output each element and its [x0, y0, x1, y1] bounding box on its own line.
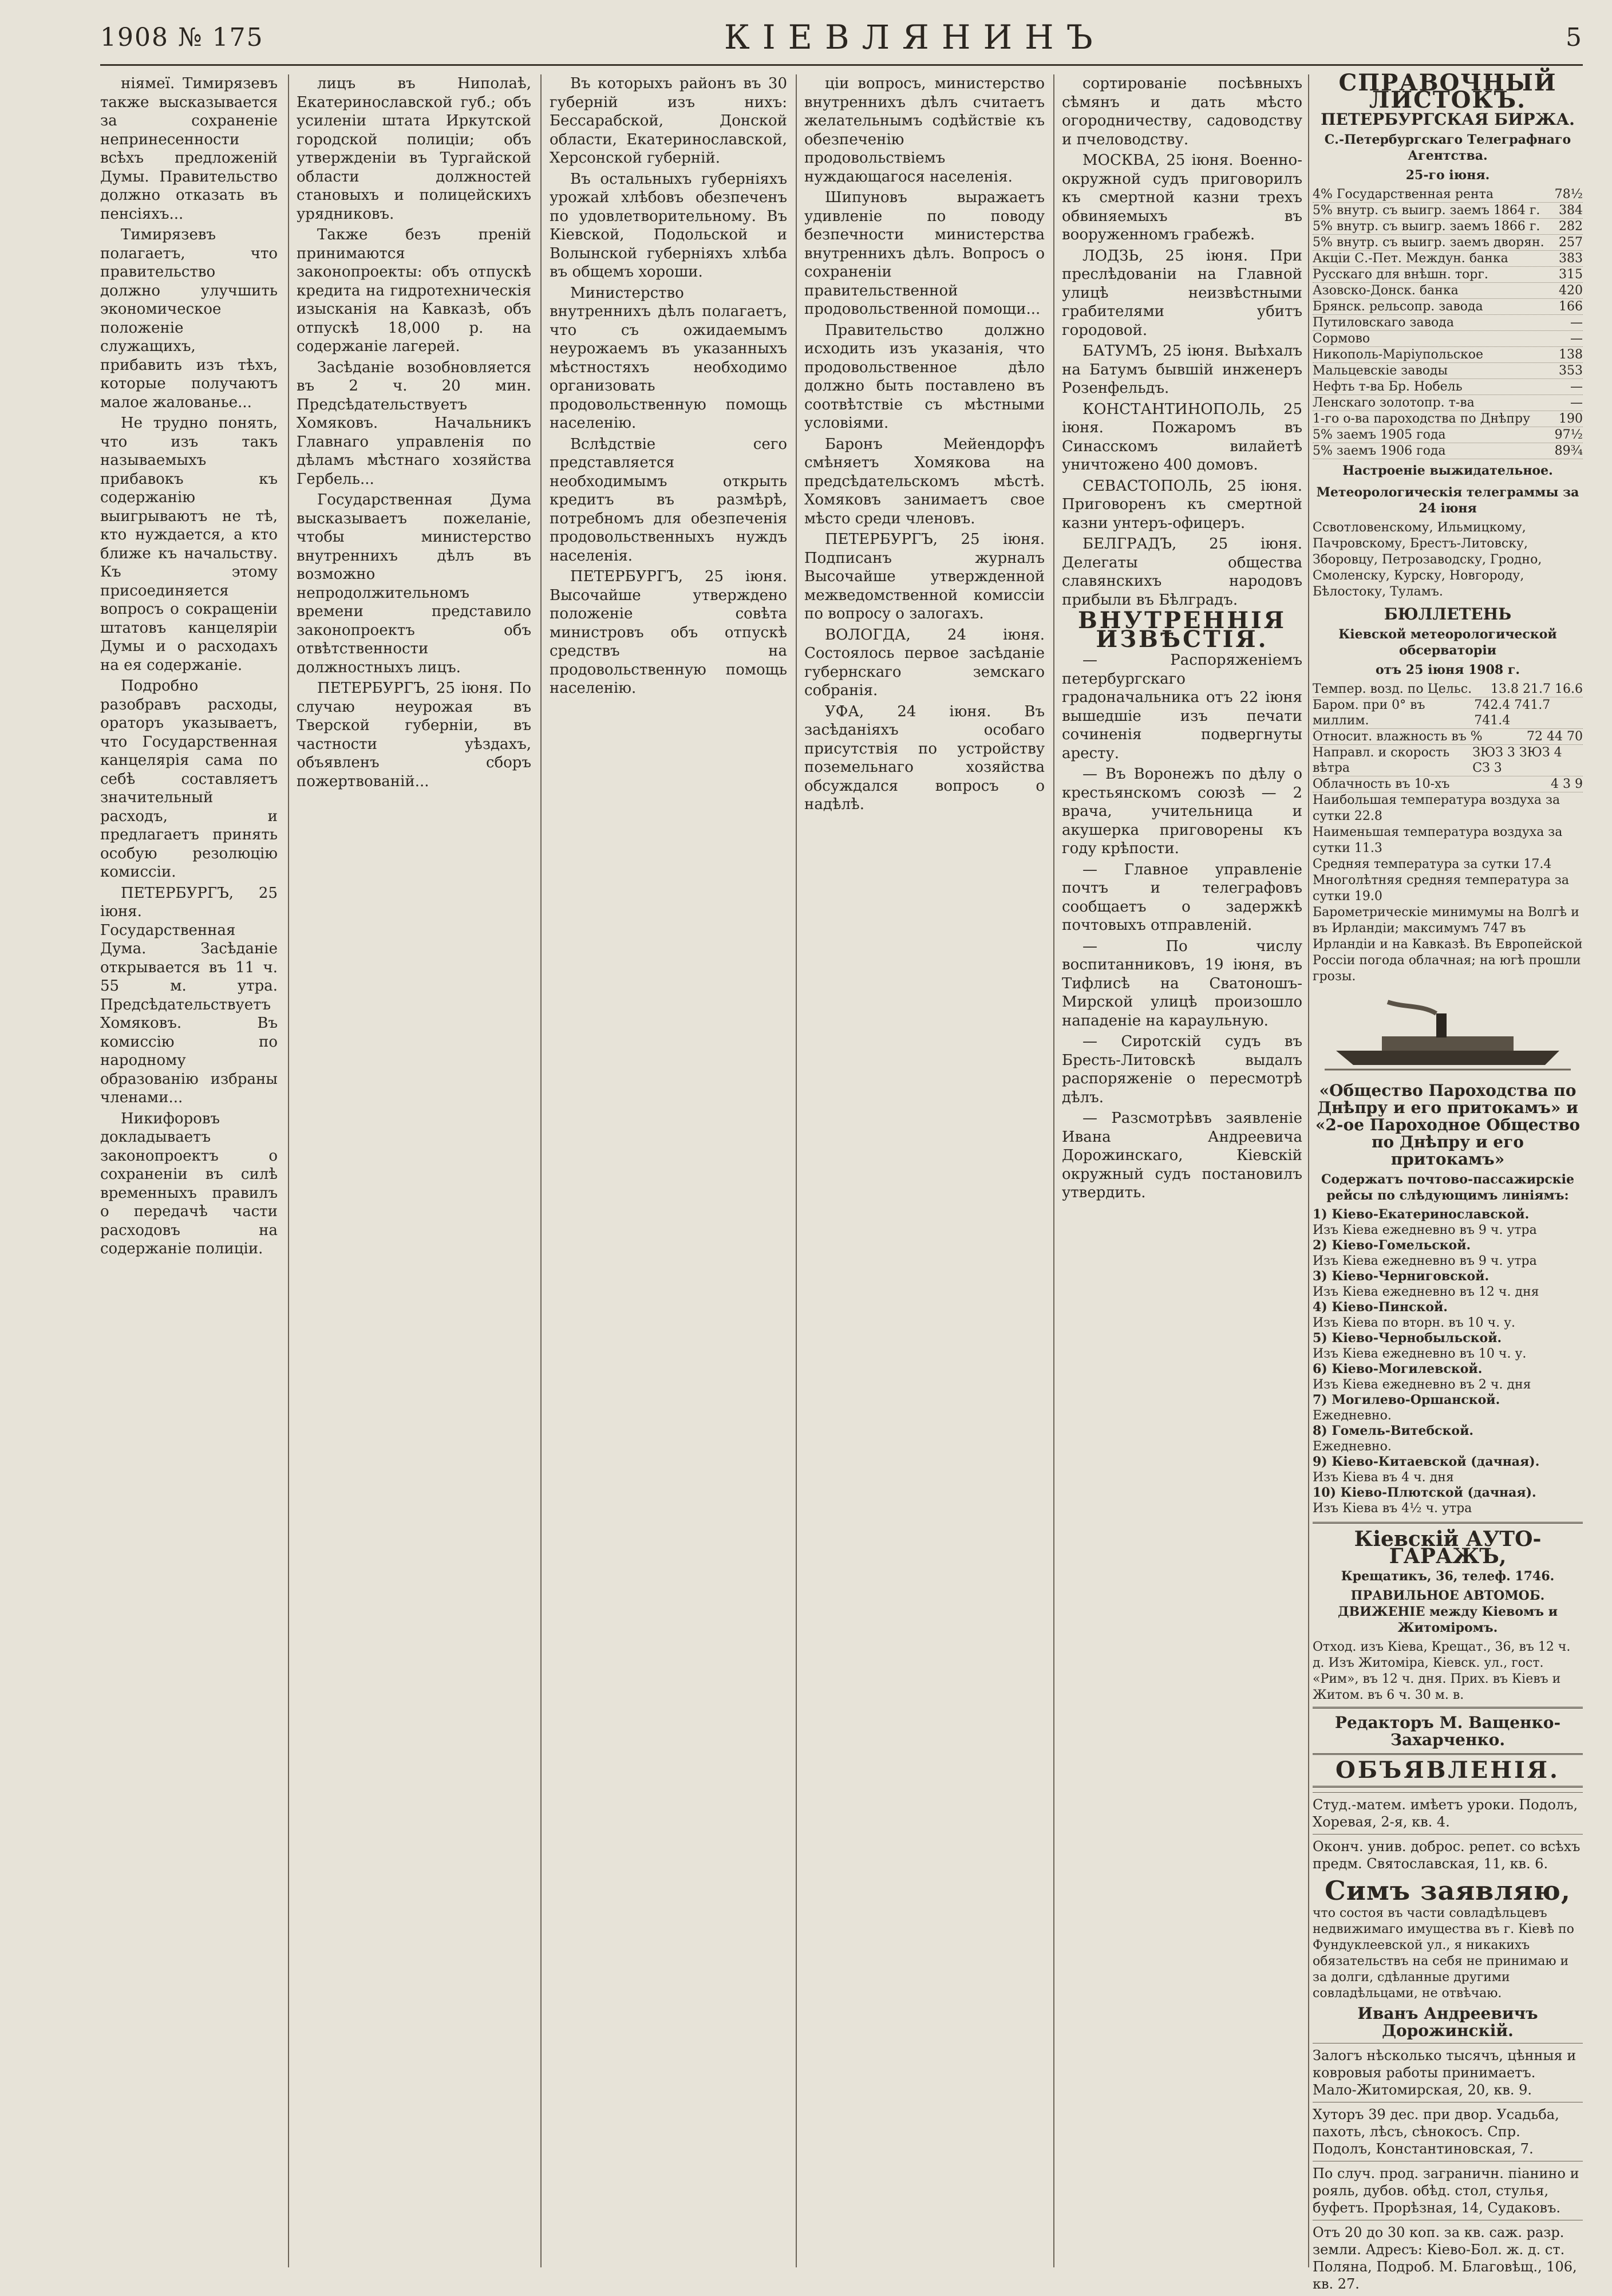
weather-note: Средняя температура за сутки 17.4 — [1313, 857, 1552, 871]
issue-number: 1908 № 175 — [100, 22, 264, 52]
route-times: Ежедневно. — [1313, 1409, 1392, 1423]
rate-row — [1313, 411, 1583, 427]
paragraph: лицъ въ Ниполаѣ, Екатеринославской губ.; объ усиленіи штата Иркутской городской полиціи; объ утвержденіи въ Тургайской области должностей становыхъ и полицейскихъ урядниковъ. — [297, 75, 531, 223]
paragraph: Засѣданіе возобновляется въ 2 ч. 20 мин. Предсѣдательствуетъ Хомяковъ. Начальникъ Главнаго управленія по дѣламъ мѣстнаго хозяйства Гербель... — [297, 358, 531, 488]
rate-value: 78½ — [1554, 187, 1583, 202]
editor-line: Редакторъ М. Ващенко-Захарченко. — [1334, 1713, 1561, 1749]
ad-item: Залогъ нѣсколько тысячъ, цѣнныя и ковровыя работы принимаетъ. Мало-Житомирская, 20, кв. 9. — [1313, 2043, 1583, 2102]
rate-name: 5% заемъ 1906 года — [1313, 444, 1446, 458]
route-times: Изъ Кіева ежедневно въ 2 ч. дня — [1313, 1378, 1531, 1392]
rate-row — [1313, 315, 1583, 331]
route-times: Изъ Кіева ежедневно въ 9 ч. утра — [1313, 1223, 1537, 1237]
announcement-text: что состоя въ части совладѣльцевъ недвижимаго имущества въ г. Кіевѣ по Фундуклеевской ул., я никакихъ обязательствъ на себя не принимаю и за долги, сдѣланные другими совладѣльцами, не отвѣчаю. — [1313, 1906, 1574, 2001]
observatory: Кіевской метеорологической обсерваторіи — [1338, 627, 1557, 658]
paragraph: — Сиротскій судъ въ Бресть-Литовскѣ выдалъ распоряженіе о пересмотрѣ дѣлъ. — [1062, 1033, 1302, 1106]
rate-value: 353 — [1559, 364, 1583, 378]
paragraph: Въ остальныхъ губерніяхъ урожай хлѣбовъ обезпеченъ по удовлетворительному. Въ Кіевской, Подольской и Волынской губерніяхъ хлѣба въ общемъ хороши. — [550, 170, 787, 281]
route-name: 7) Могилево-Оршанской. — [1313, 1392, 1500, 1407]
shipping-title: «Общество Пароходства по Днѣпру и его притокамъ» и «2-ое Пароходное Общество по Днѣпру и его притокамъ» — [1315, 1081, 1581, 1169]
paragraph: Вслѣдствіе сего представляется необходимымъ открыть кредитъ въ размѣрѣ, потребномъ для обезпеченія продовольственныхъ нуждъ населенія. — [550, 435, 787, 565]
rate-value: 420 — [1559, 283, 1583, 298]
column-divider — [1053, 74, 1054, 2267]
weather-values: ЗЮЗ 3 ЗЮЗ 4 СЗ 3 — [1472, 745, 1562, 775]
rate-name: Азовско-Донск. банка — [1313, 283, 1459, 298]
rate-name: Ленскаго золотопр. т-ва — [1313, 396, 1475, 410]
announcement-signature: Иванъ Андреевичъ Дорожинскій. — [1357, 2004, 1538, 2040]
rates-list — [1313, 187, 1583, 459]
paragraph: ЛОДЗЬ, 25 іюня. При преслѣдованіи на Главной улицѣ неизвѣстными грабителями убитъ городовой. — [1062, 247, 1302, 339]
rate-value: 282 — [1559, 219, 1583, 234]
bulletin-title: БЮЛЛЕТЕНЬ — [1384, 605, 1512, 624]
rate-row — [1313, 203, 1583, 219]
paragraph: СЕВАСТОПОЛЬ, 25 іюня. Приговоренъ къ смертной казни унтеръ-офицеръ. — [1062, 477, 1302, 532]
weather-note: Наибольшая температура воздуха за сутки 22.8 — [1313, 793, 1560, 823]
rate-row — [1313, 443, 1583, 459]
ad-item: Отъ 20 до 30 коп. за кв. саж. разр. земли. Адресъ: Кіево-Бол. ж. д. ст. Поляна, Подроб. М. Благовѣщ., 106, кв. 27. — [1313, 2220, 1583, 2296]
rate-value: 138 — [1559, 348, 1583, 362]
route-times: Ежедневно. — [1313, 1439, 1392, 1454]
weather-values: 742.4 741.7 741.4 — [1474, 698, 1551, 728]
shipping-sub: Содержатъ почтово-пассажирскіе рейсы по слѣдующимъ линіямъ: — [1321, 1172, 1575, 1203]
paragraph: — Главное управленіе почтъ и телеграфовъ сообщаетъ о задержкѣ почтовыхъ отправленій. — [1062, 861, 1302, 934]
rate-name: Путиловскаго завода — [1313, 315, 1454, 330]
paragraph: ПЕТЕРБУРГЪ, 25 іюня. Высочайше утверждено положеніе совѣта министровъ объ отпускѣ средствъ на продовольственную помощь населенію. — [550, 568, 787, 697]
weather-row — [1313, 697, 1583, 729]
rate-value: 315 — [1559, 267, 1583, 282]
rate-row — [1313, 251, 1583, 267]
routes-list — [1313, 1207, 1583, 1516]
route-times: Изъ Кіева въ 4 ч. дня — [1313, 1470, 1454, 1485]
rate-name: 4% Государственная рента — [1313, 187, 1494, 202]
route-name: 8) Гомель-Витебской. — [1313, 1423, 1474, 1438]
paragraph: УФА, 24 іюня. Въ засѣданіяхъ особаго присутствія по устройству поземельнаго хозяйства обсуждался вопросъ о надѣлѣ. — [804, 703, 1045, 813]
paragraph: — Разсмотрѣвъ заявленіе Ивана Андреевича Дорожинскаго, Кіевскій окружный судъ постановилъ утвердить. — [1062, 1110, 1302, 1201]
masthead-rule — [100, 64, 1583, 66]
rate-row — [1313, 347, 1583, 363]
weather-label: Направл. и скорость вѣтра — [1313, 745, 1450, 775]
weather-row — [1313, 681, 1583, 697]
route-name: 3) Кіево-Черниговской. — [1313, 1269, 1489, 1284]
route-name: 6) Кіево-Могилевской. — [1313, 1362, 1483, 1376]
paragraph: ПЕТЕРБУРГЪ, 25 іюня. Подписанъ журналъ Высочайше утвержденной межведомственной комиссіи по вопросу о залогахъ. — [804, 531, 1045, 622]
weather-row — [1313, 776, 1583, 792]
weather-row — [1313, 745, 1583, 776]
rate-name: Русскаго для внѣшн. торг. — [1313, 267, 1488, 282]
route-name: 9) Кіево-Китаевской (дачная). — [1313, 1454, 1540, 1469]
exchange-note: Настроеніе выжидательное. — [1342, 463, 1553, 478]
weather-table — [1313, 681, 1583, 792]
garage-line: ПРАВИЛЬНОЕ АВТОМОБ. ДВИЖЕНІЕ между Кіевомъ и Житоміромъ. — [1337, 1588, 1558, 1635]
masthead — [100, 11, 1583, 63]
paragraph: Государственная Дума высказываетъ пожеланіе, чтобы министерство внутреннихъ дѣлъ въ возможно непродолжительномъ времени представило законопроектъ объ отвѣтственности должностныхъ лицъ. — [297, 491, 531, 676]
rate-row — [1313, 267, 1583, 283]
rate-name: Нефть т-ва Бр. Нобель — [1313, 380, 1463, 394]
rate-value: — — [1570, 332, 1583, 346]
forecast: Барометрическіе минимумы на Волгѣ и въ Ирландіи; максимумъ 747 въ Ирландіи и на Кавказѣ. Въ Европейской Россіи погода облачная; на югѣ прошли грозы. — [1313, 905, 1583, 984]
column-1 — [100, 74, 278, 2262]
rate-name: 5% заемъ 1905 года — [1313, 428, 1446, 442]
route-name: 10) Кіево-Плютской (дачная). — [1313, 1485, 1536, 1500]
weather-values: 13.8 21.7 16.6 — [1491, 682, 1583, 696]
route-item — [1313, 1392, 1583, 1423]
rate-value: 190 — [1559, 412, 1583, 426]
exchange-block — [1313, 69, 1583, 479]
route-times: Изъ Кіева по вторн. въ 10 ч. у. — [1313, 1316, 1516, 1330]
paragraph: — Распоряженіемъ петербургскаго градоначальника отъ 22 іюня вышедшіе изъ печати сочиненія подвергнуты аресту. — [1062, 652, 1302, 762]
paragraph: КОНСТАНТИНОПОЛЬ, 25 іюня. Пожаромъ въ Синасскомъ вилайетѣ уничтожено 400 домовъ. — [1062, 400, 1302, 474]
column-divider — [288, 74, 289, 2267]
paragraph: Министерство внутреннихъ дѣлъ полагаетъ, что съ ожидаемымъ неурожаемъ въ указанныхъ мѣстностяхъ необходимо организовать продовольственную помощь населенію. — [550, 284, 787, 432]
rate-value: 89¾ — [1554, 444, 1583, 458]
route-times: Изъ Кіева въ 4½ ч. утра — [1313, 1501, 1472, 1516]
rate-row — [1313, 219, 1583, 235]
column-2 — [297, 74, 531, 2262]
garage-times: Отход. изъ Кіева, Крещат., 36, въ 12 ч. д. Изъ Житоміра, Кіевск. ул., гост. «Рим», въ 12 ч. дня. Прих. въ Кіевъ и Житом. въ 6 ч. 30 м. в. — [1313, 1640, 1571, 1702]
rate-value: 384 — [1559, 203, 1583, 218]
paragraph: — Въ Воронежъ по дѣлу о крестьянскомъ союзѣ — 2 врача, учительница и акушерка приговорены къ году крѣпости. — [1062, 766, 1302, 857]
weather-label: Темпер. возд. по Цельс. — [1313, 682, 1472, 696]
rate-row — [1313, 363, 1583, 379]
weather-note: Наименьшая температура воздуха за сутки 11.3 — [1313, 825, 1563, 855]
ad-item: Хуторъ 39 дес. при двор. Усадьба, пахоть, лѣсъ, сѣнокосъ. Спр. Подолъ, Константиновская, 7. — [1313, 2102, 1583, 2161]
rate-row — [1313, 427, 1583, 443]
garage-address: Крещатикъ, 36, телеф. 1746. — [1341, 1569, 1555, 1584]
paragraph: Подробно разобравъ расходы, ораторъ указываетъ, что Государственная канцелярія сама по себѣ составляетъ значительный расходъ, и предлагаетъ принять особую резолюцію комиссіи. — [100, 677, 278, 881]
ad-item: Оконч. унив. доброс. репет. со всѣхъ предм. Святославская, 11, кв. 6. — [1313, 1834, 1583, 1876]
paragraph: Правительство должно исходить изъ указанія, что продовольственное дѣло должно быть поставлено въ соотвѣтствіе съ мѣстными условіями. — [804, 321, 1045, 432]
route-name: 5) Кіево-Чернобыльской. — [1313, 1331, 1502, 1346]
column-4 — [804, 74, 1045, 2262]
exchange-date: 25-го іюня. — [1405, 168, 1490, 183]
rate-row — [1313, 395, 1583, 411]
rate-name: Акціи С.-Пет. Междун. банка — [1313, 251, 1508, 266]
route-item — [1313, 1362, 1583, 1392]
column-divider — [796, 74, 797, 2267]
paragraph: Баронъ Мейендорфъ смѣняетъ Хомякова на предсѣдательскомъ мѣстѣ. Хомяковъ занимаетъ свое мѣсто среди членовъ. — [804, 435, 1045, 527]
rate-row — [1313, 331, 1583, 347]
paragraph: ціи вопросъ, министерство внутреннихъ дѣлъ считаетъ желательнымъ содѣйствіе къ обезпеченію продовольствіемъ нуждающагося населенія. — [804, 75, 1045, 186]
weather-row — [1313, 729, 1583, 745]
weather-title: Метеорологическія телеграммы за 24 іюня — [1316, 485, 1579, 516]
sidebar-title: СПРАВОЧНЫЙ ЛИСТОКЪ. — [1338, 69, 1557, 113]
route-item — [1313, 1238, 1583, 1269]
rate-row — [1313, 299, 1583, 315]
route-item — [1313, 1207, 1583, 1238]
paragraph: сортированіе посѣвныхъ сѣмянъ и дать мѣсто огородничеству, садоводству и пчеловодству. — [1062, 75, 1302, 148]
rate-value: — — [1570, 380, 1583, 394]
bulletin-block — [1313, 606, 1583, 985]
route-item — [1313, 1300, 1583, 1331]
steamship-icon — [1313, 991, 1583, 1076]
column-5 — [1062, 74, 1302, 2262]
ad-item: По случ. прод. заграничн. піанино и рояль, дубов. обѣд. стол, стулья, буфетъ. Прорѣзная, 14, Судаковъ. — [1313, 2161, 1583, 2220]
announcement-title: Симъ заявляю, — [1325, 1875, 1571, 1906]
newspaper-title: КІЕВЛЯНИНЪ — [724, 18, 1105, 57]
section-heading: ВНУТРЕННІЯ ИЗВѢСТІЯ. — [1078, 607, 1286, 653]
rate-name: Сормово — [1313, 332, 1370, 346]
route-item — [1313, 1331, 1583, 1362]
reference-sidebar — [1313, 69, 1583, 2292]
paragraph: Тимирязевъ полагаетъ, что правительство должно улучшить экономическое положеніе служащихъ, прибавить изъ тѣхъ, которые получаютъ малое жалованье... — [100, 226, 278, 411]
weather-label: Облачность въ 10-хъ — [1313, 777, 1450, 791]
route-item — [1313, 1269, 1583, 1300]
paragraph: БАТУМЪ, 25 іюня. Выѣхалъ на Батумъ бывшій инженеръ Розенфельдъ. — [1062, 342, 1302, 397]
rate-row — [1313, 379, 1583, 395]
rate-value: 97½ — [1554, 428, 1583, 442]
paragraph: Не трудно понять, что изъ такъ называемыхъ прибавокъ къ содержанію выигрываютъ не тѣ, кто нуждается, а кто ближе къ начальству. Къ этому присоединяется вопросъ о сокращеніи штатовъ канцеляріи Думы и о расходахъ на ея содержаніе. — [100, 415, 278, 674]
rate-row — [1313, 283, 1583, 299]
paragraph: ніямеї. Тимирязевъ также высказывается за сохраненіе непринесенности всѣхъ предложеній Думы. Правительство должно отказать въ пенсіяхъ... — [100, 75, 278, 223]
rate-value: — — [1570, 396, 1583, 410]
rate-value: 257 — [1559, 235, 1583, 250]
rate-name: 5% внутр. съ выигр. заемъ 1864 г. — [1313, 203, 1540, 218]
weather-values: 4 3 9 — [1551, 777, 1583, 791]
paragraph: МОСКВА, 25 іюня. Военно-окружной судъ приговорилъ къ смертной казни трехъ обвиняемыхъ въ вооруженномъ грабежѣ. — [1062, 152, 1302, 243]
route-times: Изъ Кіева ежедневно въ 12 ч. дня — [1313, 1285, 1539, 1299]
column-divider — [1308, 74, 1309, 2267]
rate-name: 5% внутр. съ выигр. заемъ дворян. — [1313, 235, 1544, 250]
route-name: 4) Кіево-Пинской. — [1313, 1300, 1448, 1315]
steamship-illustration — [1313, 991, 1583, 1076]
route-item — [1313, 1454, 1583, 1485]
weather-label: Баром. при 0° въ миллим. — [1313, 698, 1425, 728]
column-divider — [540, 74, 542, 2267]
rate-value: — — [1570, 315, 1583, 330]
rate-name: Мальцевскіе заводы — [1313, 364, 1448, 378]
page-number: 5 — [1566, 22, 1583, 52]
route-name: 1) Кіево-Екатеринославской. — [1313, 1207, 1530, 1222]
route-item — [1313, 1485, 1583, 1516]
paragraph: Шипуновъ выражаетъ удивленіе по поводу безпечности министерства внутреннихъ дѣлъ. Вопросъ о сохраненіи правительственной продовольственной помощи... — [804, 189, 1045, 318]
weather-notes — [1313, 792, 1583, 905]
route-name: 2) Кіево-Гомельской. — [1313, 1238, 1471, 1253]
exchange-source: С.-Петербургскаго Телеграфнаго Агентства. — [1324, 132, 1571, 163]
rate-row — [1313, 187, 1583, 203]
rate-value: 166 — [1559, 299, 1583, 314]
weather-note: Многолѣтняя средняя температура за сутки 19.0 — [1313, 873, 1570, 904]
rate-name: 1-го о-ва пароходства по Днѣпру — [1313, 412, 1531, 426]
ads-block — [1313, 1753, 1583, 2296]
observatory-date: отъ 25 іюня 1908 г. — [1375, 662, 1520, 677]
rate-name: Никополь-Маріупольское — [1313, 348, 1484, 362]
ad-item: Студ.-матем. имѣетъ уроки. Подолъ, Хоревая, 2-я, кв. 4. — [1313, 1792, 1583, 1834]
exchange-title: ПЕТЕРБУРГСКАЯ БИРЖА. — [1321, 110, 1575, 129]
paragraph: — По числу воспитанниковъ, 19 іюня, въ Тифлисѣ на Сватоношъ-Мирской улицѣ произошло нападеніе на караульную. — [1062, 937, 1302, 1029]
weather-telegrams — [1313, 484, 1583, 600]
garage-title: Кіевскій АУТО-ГАРАЖЪ, — [1354, 1527, 1542, 1568]
rate-value: 383 — [1559, 251, 1583, 266]
weather-text: Ссвотловенскому, Ильмицкому, Пачровскому, Брестъ-Литовску, Зборовцу, Петрозаводску, Гродно, Смоленску, Курску, Новгороду, Бѣлостоку, Туламъ. — [1313, 520, 1542, 599]
paragraph: Никифоровъ докладываетъ законопроектъ о сохраненіи въ силѣ временныхъ правилъ о передачѣ части расходовъ на содержаніе полиціи. — [100, 1110, 278, 1257]
garage-ad — [1313, 1522, 1583, 1709]
route-item — [1313, 1423, 1583, 1454]
rate-name: Брянск. рельсопр. завода — [1313, 299, 1483, 314]
route-times: Изъ Кіева ежедневно въ 10 ч. у. — [1313, 1347, 1527, 1361]
column-3 — [550, 74, 787, 2262]
shipping-block — [1313, 1082, 1583, 1516]
route-times: Изъ Кіева ежедневно въ 9 ч. утра — [1313, 1254, 1537, 1268]
paragraph: ВОЛОГДА, 24 іюня. Состоялось первое засѣданіе губернскаго земскаго собранія. — [804, 626, 1045, 699]
weather-values: 72 44 70 — [1527, 729, 1583, 744]
paragraph: Также безъ преній принимаются законопроекты: объ отпускѣ кредита на гидротехническія изысканія на Кавказѣ, объ отпускѣ 18,000 р. на содержаніе лагерей. — [297, 226, 531, 355]
paragraph: Въ которыхъ районъ въ 30 губерній изъ нихъ: Бессарабской, Донской области, Екатеринославской, Херсонской губерній. — [550, 75, 787, 167]
rate-row — [1313, 235, 1583, 251]
paragraph: ПЕТЕРБУРГЪ, 25 іюня. По случаю неурожая въ Тверской губерніи, въ частности уѣздахъ, объявленъ сборъ пожертвованій... — [297, 680, 531, 790]
weather-label: Относит. влажность въ % — [1313, 729, 1483, 744]
ads-title: ОБЪЯВЛЕНІЯ. — [1336, 1757, 1560, 1784]
rate-name: 5% внутр. съ выигр. заемъ 1866 г. — [1313, 219, 1540, 234]
paragraph: ПЕТЕРБУРГЪ, 25 іюня. Государственная Дума. Засѣданіе открывается въ 11 ч. 55 м. утра. Предсѣдательствуетъ Хомяковъ. Въ комиссію по народному образованію избраны членами... — [100, 884, 278, 1106]
paragraph: БЕЛГРАДЪ, 25 іюня. Делегаты общества славянскихъ народовъ прибыли въ Бѣлградъ. — [1062, 535, 1302, 609]
